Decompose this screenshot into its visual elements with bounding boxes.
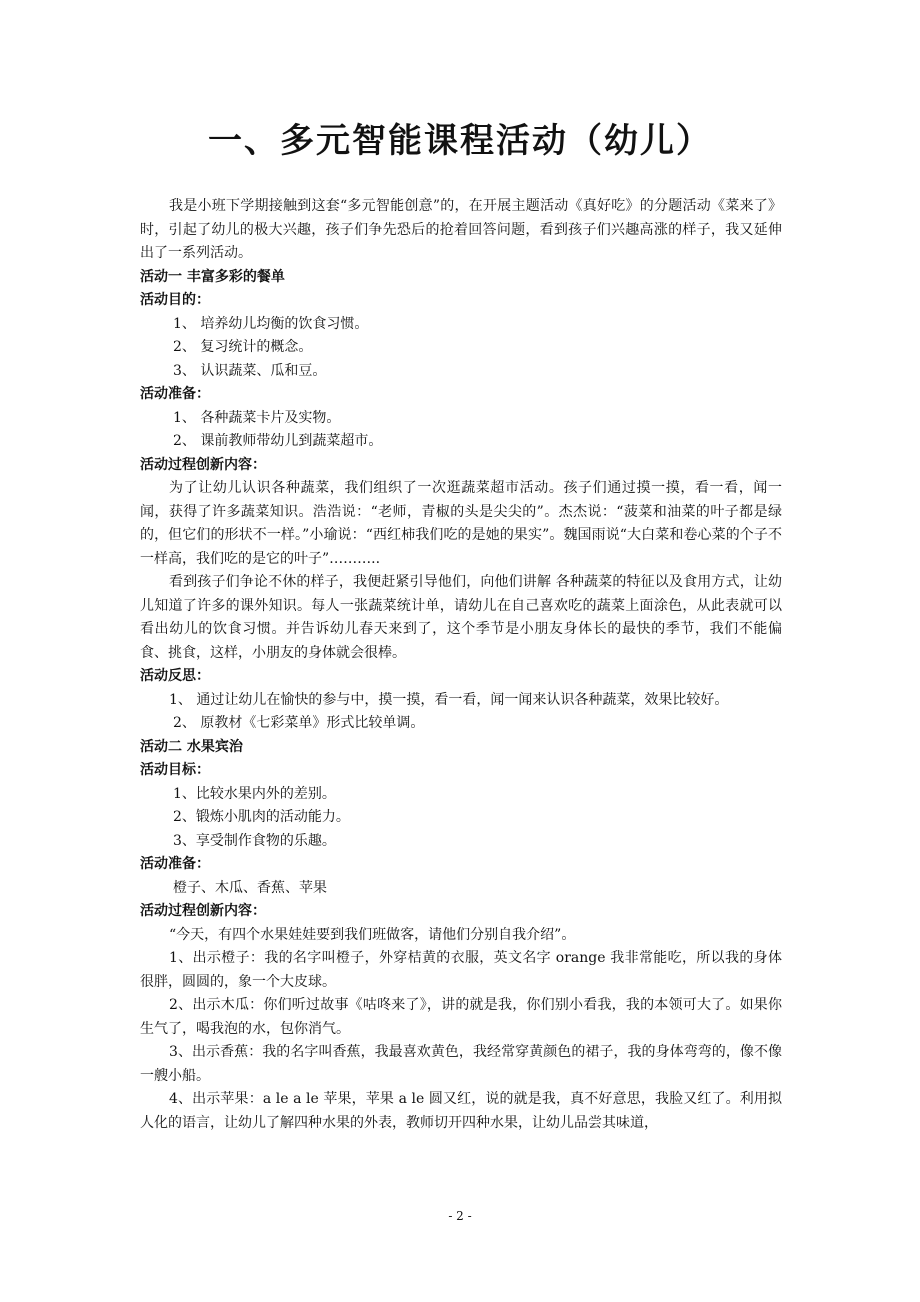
activity-2-heading: 活动二 水果宾治 <box>140 738 243 755</box>
activity-2-goal-item: 1、比较水果内外的差别。 <box>173 785 336 802</box>
document-body <box>140 195 782 1135</box>
activity-1-reflect-item: 1、 通过让幼儿在愉快的参与中，摸一摸，看一看，闻一闻来认识各种蔬菜，效果比较好。 <box>169 691 729 708</box>
activity-1-reflect-heading: 活动反思： <box>140 668 210 684</box>
activity-1-process-heading: 活动过程创新内容： <box>140 456 266 473</box>
activity-1-process-paragraph: 为了让幼儿认识各种蔬菜，我们组织了一次逛蔬菜超市活动。孩子们通过摸一摸，看一看，闻一闻，获得了许多蔬菜知识。浩浩说：“老师，青椒的头是尖尖的”。杰杰说：“菠菜和油菜的叶子都是绿的，但它们的形状不一样。”小瑜说：“西红柿我们吃的是她的果实”。魏国雨说“大白菜和卷心菜的个子不一样高，我们吃的是它的叶子”……….. <box>140 480 782 567</box>
activity-2-goal-heading: 活动目标： <box>140 762 210 778</box>
intro-paragraph: 我是小班下学期接触到这套“多元智能创意”的，在开展主题活动《真好吃》的分题活动《菜来了》时，引起了幼儿的极大兴趣，孩子们争先恐后的抢着回答问题，看到孩子们兴趣高涨的样子，我又延伸出了一系列活动。 <box>140 198 782 261</box>
activity-1-prep-item: 2、 课前教师带幼儿到蔬菜超市。 <box>173 433 383 449</box>
activity-1-prep-item: 1、 各种蔬菜卡片及实物。 <box>173 409 341 426</box>
activity-1-goal-item: 1、 培养幼儿均衡的饮食习惯。 <box>173 315 369 332</box>
activity-1-goal-item: 3、 认识蔬菜、瓜和豆。 <box>173 362 327 379</box>
page-number: - 2 - <box>448 1209 472 1223</box>
activity-1-goal-heading: 活动目的： <box>140 292 210 308</box>
activity-1-goal-item: 2、 复习统计的概念。 <box>173 339 313 355</box>
document-title: 一、多元智能课程活动（幼儿） <box>208 121 712 161</box>
activity-2-process-paragraph: 3、出示香蕉：我的名字叫香蕉，我最喜欢黄色，我经常穿黄颜色的裙子，我的身体弯弯的，像不像一艘小船。 <box>140 1044 782 1084</box>
activity-1-prep-heading: 活动准备： <box>140 386 210 402</box>
activity-2-goal-item: 3、享受制作食物的乐趣。 <box>173 832 336 849</box>
activity-2-prep-heading: 活动准备： <box>140 856 210 872</box>
activity-1-heading: 活动一 丰富多彩的餐单 <box>140 268 285 285</box>
activity-2-process-paragraph: “今天，有四个水果娃娃要到我们班做客，请他们分别自我介绍”。 <box>169 926 576 943</box>
activity-2-process-paragraph: 1、出示橙子：我的名字叫橙子，外穿桔黄的衣服，英文名字 orange 我非常能吃，所以我的身体很胖，圆圆的，象一个大皮球。 <box>140 950 782 990</box>
activity-2-goal-item: 2、锻炼小肌肉的活动能力。 <box>173 809 350 825</box>
activity-1-reflect-item: 2、 原教材《七彩菜单》形式比较单调。 <box>173 715 425 731</box>
activity-2-prep-text: 橙子、木瓜、香蕉、苹果 <box>173 879 327 896</box>
activity-2-process-heading: 活动过程创新内容： <box>140 903 266 919</box>
activity-2-process-paragraph: 4、出示苹果：a le a le 苹果，苹果 a le 圆又红，说的就是我，真不好意思，我脸又红了。利用拟人化的语言，让幼儿了解四种水果的外表，教师切开四种水果，让幼儿品尝其味道， <box>140 1091 782 1131</box>
activity-2-process-paragraph: 2、出示木瓜：你们听过故事《咕咚来了》，讲的就是我，你们别小看我，我的本领可大了。如果你生气了，喝我泡的水，包你消气。 <box>140 997 782 1037</box>
activity-1-process-paragraph: 看到孩子们争论不休的样子，我便赶紧引导他们，向他们讲解 各种蔬菜的特征以及食用方式，让幼儿知道了许多的课外知识。每人一张蔬菜统计单，请幼儿在自己喜欢吃的蔬菜上面涂色，从此表就可以看出幼儿的饮食习惯。并告诉幼儿春天来到了，这个季节是小朋友身体长的最快的季节，我们不能偏食、挑食，这样，小朋友的身体就会很棒。 <box>140 574 782 661</box>
